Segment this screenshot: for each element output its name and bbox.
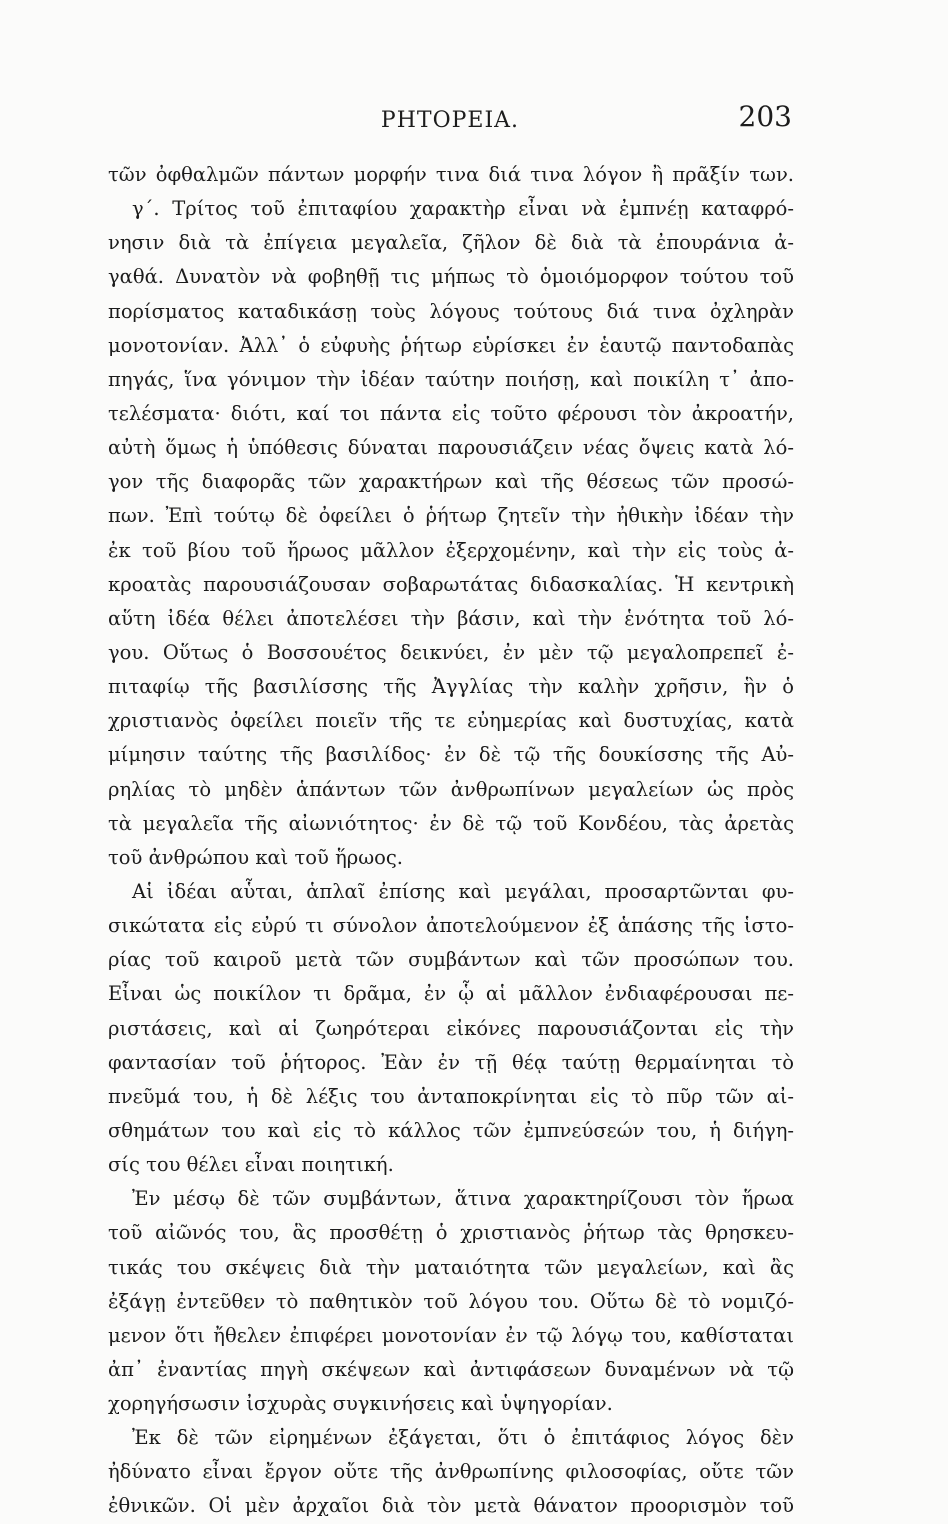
text-line: ριστάσεις, καὶ αἱ ζωηρότεραι εἰκόνες παρουσιάζονται εἰς τὴν: [108, 1016, 794, 1040]
text-line: Ἐκ δὲ τῶν εἰρημένων ἐξάγεται, ὅτι ὁ ἐπιτάφιος λόγος δὲν: [132, 1426, 794, 1450]
text-line: γον τῆς διαφορᾶς τῶν χαρακτήρων καὶ τῆς θέσεως τῶν προσώ-: [108, 470, 794, 494]
text-line: νησιν διὰ τὰ ἐπίγεια μεγαλεῖα, ζῆλον δὲ διὰ τὰ ἐπουράνια ἀ-: [108, 231, 794, 255]
text-line: τελέσματα· διότι, καί τοι πάντα εἰς τοῦτο φέρουσι τὸν ἀκροατήν,: [108, 401, 794, 425]
text-line: αὐτὴ ὅμως ἡ ὑπόθεσις δύναται παρουσιάζειν νέας ὄψεις κατὰ λό-: [108, 436, 794, 460]
text-line: πορίσματος καταδικάσῃ τοὺς λόγους τούτους διά τινα ὀχληρὰν: [108, 299, 794, 323]
text-line: μονοτονίαν. Ἀλλ᾽ ὁ εὐφυὴς ῥήτωρ εὑρίσκει ἐν ἑαυτῷ παντοδαπὰς: [108, 333, 794, 357]
text-line: πνεῦμά του, ἡ δὲ λέξις του ἀνταποκρίνηται εἰς τὸ πῦρ τῶν αἰ-: [108, 1084, 794, 1108]
text-line: Αἱ ἰδέαι αὗται, ἁπλαῖ ἐπίσης καὶ μεγάλαι, προσαρτῶνται φυ-: [132, 879, 794, 903]
text-line: σικώτατα εἰς εὐρύ τι σύνολον ἀποτελούμενον ἐξ ἁπάσης τῆς ἱστο-: [108, 914, 794, 938]
text-line: ρίας τοῦ καιροῦ μετὰ τῶν συμβάντων καὶ τῶν προσώπων του.: [108, 948, 794, 972]
text-line: τοῦ ἀνθρώπου καὶ τοῦ ἥρωος.: [108, 845, 404, 869]
text-line: γ΄. Τρίτος τοῦ ἐπιταφίου χαρακτὴρ εἶναι νὰ ἐμπνέῃ καταφρό-: [132, 197, 794, 221]
text-line: ἐθνικῶν. Οἱ μὲν ἀρχαῖοι διὰ τὸν μετὰ θάνατον προορισμὸν τοῦ: [108, 1494, 794, 1518]
body-text: [108, 158, 794, 1524]
text-line: πηγάς, ἵνα γόνιμον τὴν ἰδέαν ταύτην ποιήσῃ, καὶ ποικίλη τ᾽ ἀπο-: [108, 367, 794, 391]
text-line: μίμησιν ταύτης τῆς βασιλίδος· ἐν δὲ τῷ τῆς δουκίσσης τῆς Αὐ-: [108, 743, 794, 767]
text-line: ἐξάγῃ ἐντεῦθεν τὸ παθητικὸν τοῦ λόγου του. Οὕτω δὲ τὸ νομιζό-: [108, 1289, 794, 1313]
page-number: 203: [738, 100, 792, 133]
text-line: ἐκ τοῦ βίου τοῦ ἥρωος μᾶλλον ἐξερχομένην, καὶ τὴν εἰς τοὺς ἀ-: [108, 538, 794, 562]
text-line: γαθά. Δυνατὸν νὰ φοβηθῇ τις μήπως τὸ ὁμοιόμορφον τούτου τοῦ: [108, 265, 794, 289]
text-line: ἀπ᾽ ἐναντίας πηγὴ σκέψεων καὶ ἀντιφάσεων δυναμένων νὰ τῷ: [108, 1357, 794, 1381]
text-line: σίς του θέλει εἶναι ποιητική.: [108, 1153, 394, 1177]
text-line: χριστιανὸς ὀφείλει ποιεῖν τῆς τε εὐημερίας καὶ δυστυχίας, κατὰ: [108, 709, 794, 733]
text-line: Ἐν μέσῳ δὲ τῶν συμβάντων, ἅτινα χαρακτηρίζουσι τὸν ἥρωα: [132, 1187, 794, 1211]
text-line: Εἶναι ὡς ποικίλον τι δρᾶμα, ἐν ᾧ αἱ μᾶλλον ἐνδιαφέρουσαι πε-: [108, 982, 794, 1006]
text-line: τικάς του σκέψεις διὰ τὴν ματαιότητα τῶν μεγαλείων, καὶ ἂς: [108, 1255, 794, 1279]
text-line: αὕτη ἰδέα θέλει ἀποτελέσει τὴν βάσιν, καὶ τὴν ἑνότητα τοῦ λό-: [108, 606, 794, 630]
text-line: τοῦ αἰῶνός του, ἃς προσθέτῃ ὁ χριστιανὸς ῥήτωρ τὰς θρησκευ-: [108, 1221, 794, 1245]
text-line: τῶν ὀφθαλμῶν πάντων μορφήν τινα διά τινα λόγον ἢ πρᾶξίν των.: [108, 163, 794, 186]
text-line: γου. Οὕτως ὁ Βοσσουέτος δεικνύει, ἐν μὲν τῷ μεγαλοπρεπεῖ ἐ-: [108, 640, 794, 664]
text-line: σθημάτων του καὶ εἰς τὸ κάλλος τῶν ἐμπνεύσεών του, ἡ διήγη-: [108, 1118, 794, 1142]
text-line: τὰ μεγαλεῖα τῆς αἰωνιότητος· ἐν δὲ τῷ τοῦ Κονδέου, τὰς ἀρετὰς: [108, 811, 794, 835]
text-line: ρηλίας τὸ μηδὲν ἁπάντων τῶν ἀνθρωπίνων μεγαλείων ὡς πρὸς: [108, 777, 794, 801]
text-line: χορηγήσωσιν ἰσχυρὰς συγκινήσεις καὶ ὑψηγορίαν.: [108, 1392, 613, 1416]
text-line: μενον ὅτι ἤθελεν ἐπιφέρει μονοτονίαν ἐν τῷ λόγῳ του, καθίσταται: [108, 1323, 794, 1347]
text-line: φαντασίαν τοῦ ῥήτορος. Ἐὰν ἐν τῇ θέᾳ ταύτῃ θερμαίνηται τὸ: [108, 1050, 794, 1074]
text-line: ἠδύνατο εἶναι ἔργον οὔτε τῆς ἀνθρωπίνης φιλοσοφίας, οὔτε τῶν: [108, 1460, 794, 1484]
text-line: πων. Ἐπὶ τούτῳ δὲ ὀφείλει ὁ ῥήτωρ ζητεῖν τὴν ἠθικὴν ἰδέαν τὴν: [108, 504, 794, 528]
running-head: [108, 96, 792, 136]
running-title: ΡΗΤΟΡΕΙΑ.: [380, 108, 520, 133]
text-line: κροατὰς παρουσιάζουσαν σοβαρωτάτας διδασκαλίας. Ἡ κεντρικὴ: [108, 572, 794, 596]
text-line: πιταφίῳ τῆς βασιλίσσης τῆς Ἀγγλίας τὴν καλὴν χρῆσιν, ἣν ὁ: [108, 675, 794, 699]
